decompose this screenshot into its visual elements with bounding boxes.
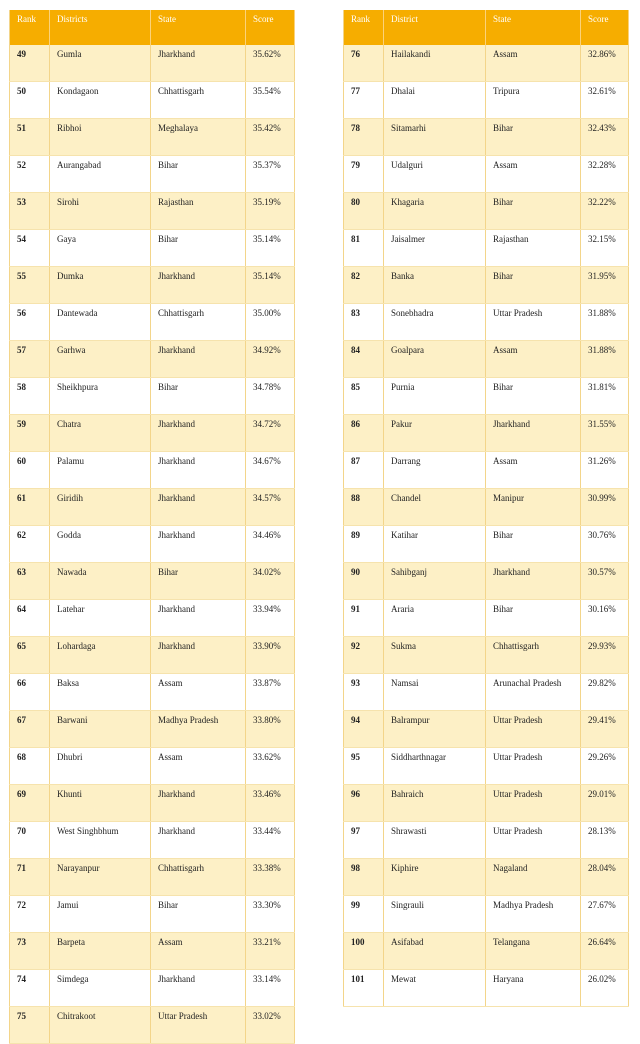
district-cell: Chitrakoot: [50, 1007, 151, 1044]
rank-cell: 86: [344, 415, 384, 452]
table-row: [10, 711, 295, 748]
rank-cell: 91: [344, 600, 384, 637]
state-cell: Jharkhand: [151, 452, 246, 489]
state-cell: Bihar: [486, 378, 581, 415]
district-cell: Palamu: [50, 452, 151, 489]
table-row: [344, 156, 629, 193]
state-cell: Assam: [151, 933, 246, 970]
table-row: [10, 452, 295, 489]
rank-cell: 53: [10, 193, 50, 230]
state-cell: Jharkhand: [486, 415, 581, 452]
table-row: [344, 489, 629, 526]
score-cell: 28.13%: [581, 822, 629, 859]
district-cell: Jaisalmer: [384, 230, 486, 267]
district-cell: Siddharthnagar: [384, 748, 486, 785]
state-cell: Meghalaya: [151, 119, 246, 156]
table-row: [10, 822, 295, 859]
rank-cell: 67: [10, 711, 50, 748]
score-cell: 35.37%: [246, 156, 295, 193]
table-body: [10, 45, 295, 1044]
rank-cell: 80: [344, 193, 384, 230]
score-cell: 33.46%: [246, 785, 295, 822]
state-cell: Rajasthan: [486, 230, 581, 267]
state-cell: Jharkhand: [151, 526, 246, 563]
rank-cell: 100: [344, 933, 384, 970]
rank-cell: 68: [10, 748, 50, 785]
district-cell: Darrang: [384, 452, 486, 489]
table-row: [10, 267, 295, 304]
score-cell: 35.19%: [246, 193, 295, 230]
score-cell: 33.87%: [246, 674, 295, 711]
district-cell: Narayanpur: [50, 859, 151, 896]
state-cell: Uttar Pradesh: [486, 304, 581, 341]
state-cell: Bihar: [151, 378, 246, 415]
table-row: [344, 674, 629, 711]
rank-cell: 101: [344, 970, 384, 1007]
district-cell: Sonebhadra: [384, 304, 486, 341]
district-cell: Baksa: [50, 674, 151, 711]
score-cell: 33.94%: [246, 600, 295, 637]
rank-cell: 61: [10, 489, 50, 526]
rank-cell: 84: [344, 341, 384, 378]
score-cell: 32.43%: [581, 119, 629, 156]
state-cell: Madhya Pradesh: [486, 896, 581, 933]
rank-cell: 83: [344, 304, 384, 341]
rank-cell: 90: [344, 563, 384, 600]
rank-cell: 98: [344, 859, 384, 896]
table-row: [10, 896, 295, 933]
district-cell: Chandel: [384, 489, 486, 526]
district-cell: Namsai: [384, 674, 486, 711]
state-cell: Uttar Pradesh: [486, 748, 581, 785]
state-cell: Assam: [486, 452, 581, 489]
score-cell: 30.99%: [581, 489, 629, 526]
table-row: [344, 82, 629, 119]
district-cell: Katihar: [384, 526, 486, 563]
rank-cell: 71: [10, 859, 50, 896]
table-row: [344, 600, 629, 637]
rank-cell: 74: [10, 970, 50, 1007]
table-row: [10, 1007, 295, 1044]
table-row: [344, 785, 629, 822]
district-cell: Sirohi: [50, 193, 151, 230]
state-cell: Bihar: [151, 896, 246, 933]
score-cell: 35.54%: [246, 82, 295, 119]
score-cell: 29.26%: [581, 748, 629, 785]
district-cell: Kondagaon: [50, 82, 151, 119]
score-cell: 33.44%: [246, 822, 295, 859]
ranking-table-right: [343, 10, 629, 1007]
rank-cell: 87: [344, 452, 384, 489]
state-cell: Uttar Pradesh: [486, 785, 581, 822]
district-cell: Barpeta: [50, 933, 151, 970]
state-cell: Uttar Pradesh: [151, 1007, 246, 1044]
state-cell: Jharkhand: [151, 822, 246, 859]
rank-cell: 79: [344, 156, 384, 193]
rank-cell: 64: [10, 600, 50, 637]
state-cell: Assam: [486, 45, 581, 82]
rank-cell: 57: [10, 341, 50, 378]
score-cell: 29.82%: [581, 674, 629, 711]
rank-cell: 51: [10, 119, 50, 156]
rank-cell: 93: [344, 674, 384, 711]
score-cell: 34.02%: [246, 563, 295, 600]
score-cell: 34.57%: [246, 489, 295, 526]
state-cell: Jharkhand: [151, 489, 246, 526]
table-row: [344, 415, 629, 452]
table-row: [10, 304, 295, 341]
table-row: [344, 526, 629, 563]
district-cell: Udalguri: [384, 156, 486, 193]
table-row: [10, 563, 295, 600]
table-row: [10, 193, 295, 230]
score-cell: 33.62%: [246, 748, 295, 785]
state-cell: Assam: [486, 341, 581, 378]
table-row: [344, 822, 629, 859]
header-rank: Rank: [344, 10, 384, 45]
state-cell: Uttar Pradesh: [486, 822, 581, 859]
rank-cell: 82: [344, 267, 384, 304]
state-cell: Jharkhand: [151, 970, 246, 1007]
score-cell: 29.41%: [581, 711, 629, 748]
rank-cell: 54: [10, 230, 50, 267]
state-cell: Uttar Pradesh: [486, 711, 581, 748]
score-cell: 29.01%: [581, 785, 629, 822]
ranking-table-left: [9, 10, 295, 1044]
score-cell: 33.80%: [246, 711, 295, 748]
state-cell: Telangana: [486, 933, 581, 970]
district-cell: Mewat: [384, 970, 486, 1007]
score-cell: 35.42%: [246, 119, 295, 156]
state-cell: Bihar: [486, 267, 581, 304]
district-cell: Khunti: [50, 785, 151, 822]
state-cell: Jharkhand: [151, 637, 246, 674]
state-cell: Tripura: [486, 82, 581, 119]
table-row: [10, 600, 295, 637]
score-cell: 31.81%: [581, 378, 629, 415]
table-row: [344, 193, 629, 230]
district-cell: Hailakandi: [384, 45, 486, 82]
rank-cell: 65: [10, 637, 50, 674]
rank-cell: 97: [344, 822, 384, 859]
score-cell: 33.21%: [246, 933, 295, 970]
rank-cell: 99: [344, 896, 384, 933]
table-row: [10, 933, 295, 970]
state-cell: Jharkhand: [151, 341, 246, 378]
score-cell: 31.88%: [581, 341, 629, 378]
header-districts: Districts: [50, 10, 151, 45]
table-row: [10, 119, 295, 156]
table-row: [344, 119, 629, 156]
state-cell: Bihar: [151, 156, 246, 193]
district-cell: Dhubri: [50, 748, 151, 785]
score-cell: 32.22%: [581, 193, 629, 230]
rank-cell: 58: [10, 378, 50, 415]
district-cell: Dantewada: [50, 304, 151, 341]
table-row: [10, 970, 295, 1007]
rank-cell: 92: [344, 637, 384, 674]
header-score: Score: [581, 10, 629, 45]
rank-cell: 55: [10, 267, 50, 304]
table-row: [10, 859, 295, 896]
score-cell: 34.72%: [246, 415, 295, 452]
district-cell: Kiphire: [384, 859, 486, 896]
state-cell: Chhattisgarh: [151, 859, 246, 896]
table-row: [10, 230, 295, 267]
table-body: [344, 45, 629, 1007]
rank-cell: 59: [10, 415, 50, 452]
table-row: [344, 896, 629, 933]
state-cell: Bihar: [151, 563, 246, 600]
score-cell: 31.88%: [581, 304, 629, 341]
table-row: [10, 748, 295, 785]
state-cell: Arunachal Pradesh: [486, 674, 581, 711]
table-row: [344, 304, 629, 341]
district-cell: Sahibganj: [384, 563, 486, 600]
rank-cell: 78: [344, 119, 384, 156]
district-cell: Nawada: [50, 563, 151, 600]
district-cell: Lohardaga: [50, 637, 151, 674]
state-cell: Madhya Pradesh: [151, 711, 246, 748]
score-cell: 27.67%: [581, 896, 629, 933]
rank-cell: 94: [344, 711, 384, 748]
table-row: [10, 637, 295, 674]
state-cell: Chhattisgarh: [151, 304, 246, 341]
score-cell: 34.46%: [246, 526, 295, 563]
rank-cell: 62: [10, 526, 50, 563]
rank-cell: 95: [344, 748, 384, 785]
district-cell: Jamui: [50, 896, 151, 933]
score-cell: 35.14%: [246, 267, 295, 304]
table-row: [10, 82, 295, 119]
state-cell: Assam: [151, 748, 246, 785]
district-cell: Shrawasti: [384, 822, 486, 859]
score-cell: 33.38%: [246, 859, 295, 896]
state-cell: Bihar: [151, 230, 246, 267]
rank-cell: 63: [10, 563, 50, 600]
state-cell: Chhattisgarh: [151, 82, 246, 119]
district-cell: Bahraich: [384, 785, 486, 822]
table-row: [344, 378, 629, 415]
score-cell: 26.02%: [581, 970, 629, 1007]
score-cell: 30.16%: [581, 600, 629, 637]
score-cell: 33.30%: [246, 896, 295, 933]
state-cell: Jharkhand: [486, 563, 581, 600]
state-cell: Manipur: [486, 489, 581, 526]
state-cell: Bihar: [486, 119, 581, 156]
table-row: [344, 267, 629, 304]
state-cell: Jharkhand: [151, 785, 246, 822]
rank-cell: 75: [10, 1007, 50, 1044]
table-row: [344, 452, 629, 489]
score-cell: 35.14%: [246, 230, 295, 267]
score-cell: 34.67%: [246, 452, 295, 489]
score-cell: 31.26%: [581, 452, 629, 489]
score-cell: 32.28%: [581, 156, 629, 193]
table-row: [10, 489, 295, 526]
rank-cell: 72: [10, 896, 50, 933]
district-cell: Purnia: [384, 378, 486, 415]
district-cell: Godda: [50, 526, 151, 563]
state-cell: Assam: [151, 674, 246, 711]
score-cell: 33.90%: [246, 637, 295, 674]
district-cell: Sheikhpura: [50, 378, 151, 415]
district-cell: Chatra: [50, 415, 151, 452]
table-row: [344, 45, 629, 82]
state-cell: Jharkhand: [151, 267, 246, 304]
state-cell: Nagaland: [486, 859, 581, 896]
district-cell: Ribhoi: [50, 119, 151, 156]
score-cell: 26.64%: [581, 933, 629, 970]
state-cell: Bihar: [486, 526, 581, 563]
score-cell: 32.61%: [581, 82, 629, 119]
score-cell: 32.15%: [581, 230, 629, 267]
rank-cell: 52: [10, 156, 50, 193]
rank-cell: 96: [344, 785, 384, 822]
district-cell: Barwani: [50, 711, 151, 748]
district-cell: Simdega: [50, 970, 151, 1007]
district-cell: Giridih: [50, 489, 151, 526]
state-cell: Jharkhand: [151, 600, 246, 637]
state-cell: Chhattisgarh: [486, 637, 581, 674]
table-row: [10, 526, 295, 563]
score-cell: 32.86%: [581, 45, 629, 82]
state-cell: Bihar: [486, 600, 581, 637]
rank-cell: 76: [344, 45, 384, 82]
state-cell: Rajasthan: [151, 193, 246, 230]
district-cell: Gumla: [50, 45, 151, 82]
score-cell: 35.00%: [246, 304, 295, 341]
table-row: [10, 415, 295, 452]
district-cell: Balrampur: [384, 711, 486, 748]
table-row: [344, 230, 629, 267]
score-cell: 31.55%: [581, 415, 629, 452]
score-cell: 28.04%: [581, 859, 629, 896]
district-cell: Aurangabad: [50, 156, 151, 193]
table-header-row: [344, 10, 629, 45]
score-cell: 30.57%: [581, 563, 629, 600]
rank-cell: 70: [10, 822, 50, 859]
rank-cell: 50: [10, 82, 50, 119]
score-cell: 31.95%: [581, 267, 629, 304]
table-row: [344, 748, 629, 785]
state-cell: Jharkhand: [151, 415, 246, 452]
table-row: [344, 637, 629, 674]
district-cell: West Singhbhum: [50, 822, 151, 859]
score-cell: 29.93%: [581, 637, 629, 674]
table-row: [344, 970, 629, 1007]
header-state: State: [151, 10, 246, 45]
table-row: [10, 341, 295, 378]
district-cell: Goalpara: [384, 341, 486, 378]
header-state: State: [486, 10, 581, 45]
score-cell: 30.76%: [581, 526, 629, 563]
header-district: District: [384, 10, 486, 45]
table-row: [344, 563, 629, 600]
district-cell: Pakur: [384, 415, 486, 452]
state-cell: Bihar: [486, 193, 581, 230]
table-row: [10, 45, 295, 82]
state-cell: Assam: [486, 156, 581, 193]
district-cell: Araria: [384, 600, 486, 637]
rank-cell: 49: [10, 45, 50, 82]
table-row: [10, 785, 295, 822]
rank-cell: 81: [344, 230, 384, 267]
district-cell: Sukma: [384, 637, 486, 674]
rank-cell: 60: [10, 452, 50, 489]
district-cell: Latehar: [50, 600, 151, 637]
table-row: [344, 859, 629, 896]
district-cell: Garhwa: [50, 341, 151, 378]
score-cell: 34.92%: [246, 341, 295, 378]
district-cell: Asifabad: [384, 933, 486, 970]
district-cell: Gaya: [50, 230, 151, 267]
district-cell: Singrauli: [384, 896, 486, 933]
rank-cell: 73: [10, 933, 50, 970]
district-cell: Banka: [384, 267, 486, 304]
table-row: [344, 711, 629, 748]
table-row: [10, 378, 295, 415]
score-cell: 33.02%: [246, 1007, 295, 1044]
district-cell: Dhalai: [384, 82, 486, 119]
score-cell: 34.78%: [246, 378, 295, 415]
rank-cell: 56: [10, 304, 50, 341]
rank-cell: 89: [344, 526, 384, 563]
table-row: [10, 156, 295, 193]
header-score: Score: [246, 10, 295, 45]
rank-cell: 85: [344, 378, 384, 415]
district-cell: Sitamarhi: [384, 119, 486, 156]
state-cell: Haryana: [486, 970, 581, 1007]
rank-cell: 69: [10, 785, 50, 822]
rank-cell: 88: [344, 489, 384, 526]
district-cell: Khagaria: [384, 193, 486, 230]
table-row: [344, 341, 629, 378]
district-cell: Dumka: [50, 267, 151, 304]
state-cell: Jharkhand: [151, 45, 246, 82]
score-cell: 33.14%: [246, 970, 295, 1007]
score-cell: 35.62%: [246, 45, 295, 82]
table-row: [10, 674, 295, 711]
rank-cell: 77: [344, 82, 384, 119]
header-rank: Rank: [10, 10, 50, 45]
rank-cell: 66: [10, 674, 50, 711]
table-row: [344, 933, 629, 970]
table-header-row: [10, 10, 295, 45]
